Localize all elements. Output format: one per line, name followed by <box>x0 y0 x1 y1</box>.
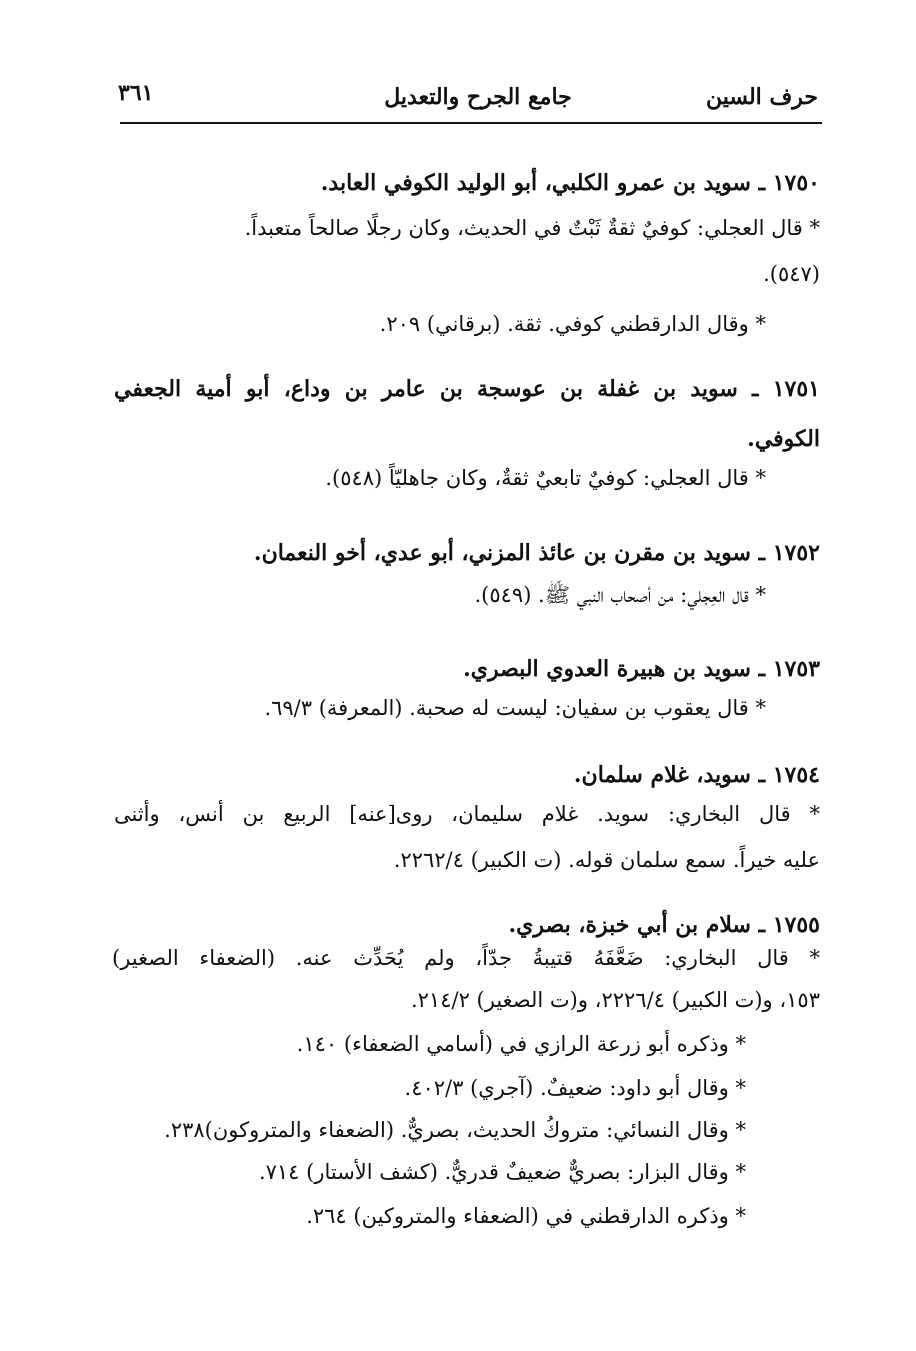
entry-text-line: ١٥٣، و(ت الكبير) ٢٢٢٦/٤، و(ت الصغير) ٢١٤/٢. <box>410 988 820 1012</box>
entry-heading: ١٧٥١ ـ سويد بن غفلة بن عوسجة بن عامر بن وداع، أبو أمية الجعفي <box>114 376 820 402</box>
entry-text-line: * قال العجلي: كوفيٌ ثقةٌ ثَبْتٌ في الحديث، وكان رجلًا صالحاً متعبداً. <box>244 216 820 240</box>
entry-text-line: * وقال النسائي: متروكُ الحديث، بصريٌّ. (الضعفاء والمتروكون)٢٣٨. <box>164 1118 746 1142</box>
entry-heading: ١٧٥٥ ـ سلام بن أبي خبزة، بصري. <box>508 912 820 938</box>
entry-text-line: * وقال الدارقطني كوفي. ثقة. (برقاني) ٢٠٩. <box>379 312 766 336</box>
page-header <box>0 70 916 120</box>
entry-text-line: * قال يعقوب بن سفيان: ليست له صحبة. (المعرفة) ٦٩/٣. <box>264 696 766 720</box>
entry-heading: ١٧٥٠ ـ سويد بن عمرو الكلبي، أبو الوليد الكوفي العابد. <box>320 170 820 196</box>
entry-text-line: * وذكره الدارقطني في (الضعفاء والمتروكين) ٢٦٤. <box>306 1204 746 1228</box>
entry-text-line: * قال البخاري: سويد. غلام سليمان، روى[عنه] الربيع بن أنس، وأثنى <box>114 802 820 826</box>
entry-heading: ١٧٥٤ ـ سويد، غلام سلمان. <box>573 762 820 788</box>
entry-heading: ١٧٥٢ ـ سويد بن مقرن بن عائذ المزني، أبو عدي، أخو النعمان. <box>253 540 820 566</box>
entry-text-line: * وذكره أبو زرعة الرازي في (أسامي الضعفاء) ١٤٠. <box>296 1032 746 1056</box>
entry-text-line: * قال العِجلي: من أصحاب النبي ﷺ. (٥٤٩). <box>474 583 766 607</box>
entry-heading-continued: الكوفي. <box>747 426 820 452</box>
entry-text-line: * قال البخاري: ضَعَّفَهُ قتيبةُ جدّاً، ولم يُحَدِّث عنه. (الضعفاء الصغير) <box>112 946 820 970</box>
entry-text-line: (٥٤٧). <box>763 262 820 286</box>
entry-text-line: * قال العجلي: كوفيٌ تابعيٌ ثقةٌ، وكان جاهليّاً (٥٤٨). <box>325 466 766 490</box>
book-title: جامع الجرح والتعديل <box>384 84 572 110</box>
entry-text-line: عليه خيراً. سمع سلمان قوله. (ت الكبير) ٢٢٦٢/٤. <box>393 848 820 872</box>
entry-text-line: * وقال البزار: بصريٌّ ضعيفٌ قدريٌّ. (كشف الأستار) ٧١٤. <box>258 1160 746 1184</box>
entry-text-line: * وقال أبو داود: ضعيفٌ. (آجري) ٤٠٢/٣. <box>404 1076 746 1100</box>
entry-heading: ١٧٥٣ ـ سويد بن هبيرة العدوي البصري. <box>463 656 820 682</box>
page-number: ٣٦١ <box>118 80 154 106</box>
chapter-title: حرف السين <box>705 84 818 110</box>
header-rule <box>120 122 822 124</box>
